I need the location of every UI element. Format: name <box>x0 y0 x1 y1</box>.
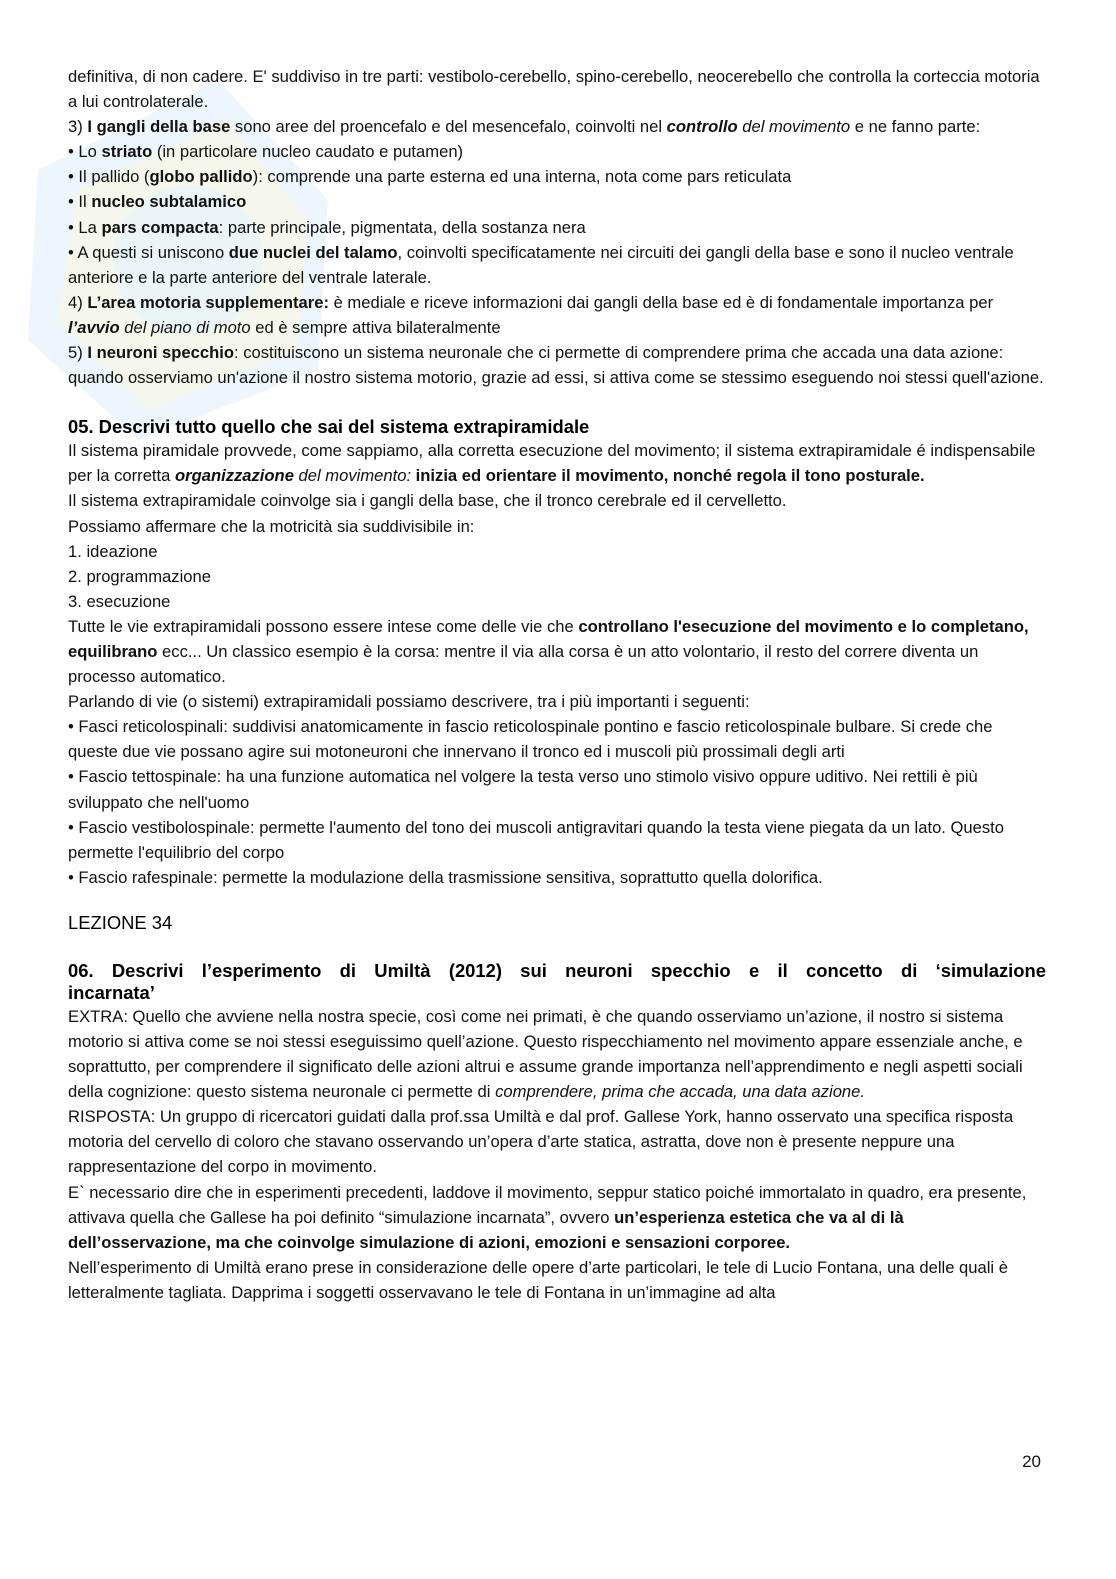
heading-section-06-line1: 06. Descrivi l’esperimento di Umiltà (2012) sui neuroni specchio e il concetto di ‘simulazione <box>68 959 1046 981</box>
list-item-ideazione: 1. ideazione <box>68 541 158 561</box>
lesson-label: LEZIONE 34 <box>68 911 173 933</box>
list-item-pallido: • Il pallido (globo pallido): comprende una parte esterna ed una interna, nota come pars reticulata <box>68 167 792 187</box>
list-item-rafespinale: • Fascio rafespinale: permette la modulazione della trasmissione sensitiva, soprattutto quella dolorifica. <box>68 867 823 887</box>
paragraph-vie-extrapiramidali: Tutte le vie extrapiramidali possono essere intese come delle vie che controllano l'esecuzione del movimento e lo completano, equilibrano ecc... Un classico esempio è la corsa: mentre il via alla corsa è un atto volontario, il resto del correre diventa un processo automatico. <box>68 616 1029 687</box>
list-item-tettospinale: • Fascio tettospinale: ha una funzione automatica nel volgere la testa verso uno stimolo visivo oppure uditivo. Nei rettili è più sviluppato che nell'uomo <box>68 767 978 812</box>
list-item-esecuzione: 3. esecuzione <box>68 591 171 611</box>
list-item-vestibolospinale: • Fascio vestibolospinale: permette l'aumento del tono dei muscoli antigravitari quando la testa viene piegata da un lato. Questo permette l'equilibrio del corpo <box>68 817 1005 862</box>
list-item-programmazione: 2. programmazione <box>68 566 211 586</box>
heading-section-06-line2: incarnata’ <box>68 981 155 1003</box>
paragraph-extrapiramidale-intro: Il sistema piramidale provvede, come sappiamo, alla corretta esecuzione del movimento; il sistema extrapiramidale é indispensabile per la corretta organizzazione del movimento: inizia ed orientare il movimento, nonché regola il tono posturale. <box>68 441 1036 486</box>
document-page <box>68 64 1046 1305</box>
paragraph-extrapiramidale-coinvolge: Il sistema extrapiramidale coinvolge sia i gangli della base, che il tronco cerebrale ed il cervelletto. <box>68 491 787 511</box>
list-item-subtalamico: • Il nucleo subtalamico <box>68 192 247 212</box>
paragraph-neuroni-specchio: 5) I neuroni specchio: costituiscono un sistema neuronale che ci permette di comprendere prima che accada una data azione: quando osserviamo un'azione il nostro sistema motorio, grazie ad essi, si attiva come se stessimo eseguendo noi stessi quell'azione. <box>68 343 1044 388</box>
paragraph-fontana: Nell’esperimento di Umiltà erano prese in considerazione delle opere d’arte particolari, le tele di Lucio Fontana, una delle quali è letteralmente tagliata. Dapprima i soggetti osservavano le tele di Fontana in un’immagine ad alta <box>68 1257 1008 1302</box>
heading-section-05: 05. Descrivi tutto quello che sai del sistema extrapiramidale <box>68 416 590 438</box>
paragraph-cerebellum-end: definitiva, di non cadere. E' suddiviso in tre parti: vestibolo-cerebello, spino-cerebello, neocerebello che controlla la corteccia motoria a lui controlaterale. <box>68 67 1040 112</box>
list-item-striato: • Lo striato (in particolare nucleo caudato e putamen) <box>68 142 464 162</box>
paragraph-risposta: RISPOSTA: Un gruppo di ricercatori guidati dalla prof.ssa Umiltà e dal prof. Gallese York, hanno osservato una specifica risposta motoria del cervello di coloro che stavano osservando un’opera d’arte statica, astratta, dove non è presente neppure una rappresentazione del corpo in movimento. <box>68 1107 1014 1177</box>
paragraph-area-motoria: 4) L’area motoria supplementare: è mediale e riceve informazioni dai gangli della base ed è di fondamentale importanza per l’avvio del piano di moto ed è sempre attiva bilateralmente <box>68 292 994 337</box>
paragraph-motricita: Possiamo affermare che la motricità sia suddivisibile in: <box>68 516 475 536</box>
list-item-talamo: • A questi si uniscono due nuclei del talamo, coinvolti specificatamente nei circuiti dei gangli della base e sono il nucleo ventrale anteriore e la parte anteriore del ventrale laterale. <box>68 242 1014 287</box>
list-item-reticolospinali: • Fasci reticolospinali: suddivisi anatomicamente in fascio reticolospinale pontino e fascio reticolospinale bulbare. Si crede che queste due vie possano agire sui motoneuroni che innervano il tronco ed i muscoli più prossimali degli arti <box>68 717 993 762</box>
paragraph-extra: EXTRA: Quello che avviene nella nostra specie, così come nei primati, è che quando osserviamo un’azione, il nostro si sistema motorio si attiva come se noi stessi eseguissimo quell’azione. Questo rispecchiamento nel movimento appare essenziale anche, e soprattutto, per comprendere il significato delle azioni altrui e assume grande importanza nell’apprendimento e negli aspetti sociali della cognizione: questo sistema neuronale ci permette di comprendere, prima che accada, una data azione. <box>68 1006 1023 1102</box>
paragraph-simulazione-incarnata: E` necessario dire che in esperimenti precedenti, laddove il movimento, seppur statico poiché immortalato in quadro, era presente, attivava quella che Gallese ha poi definito “simulazione incarnata”, ovvero un’esperienza estetica che va al di là dell’osservazione, ma che coinvolge simulazione di azioni, emozioni e sensazioni corporee. <box>68 1182 1027 1252</box>
paragraph-parlando-di-vie: Parlando di vie (o sistemi) extrapiramidali possiamo descrivere, tra i più importanti i seguenti: <box>68 692 750 712</box>
list-item-pars-compacta: • La pars compacta: parte principale, pigmentata, della sostanza nera <box>68 217 586 237</box>
paragraph-basal-ganglia: 3) I gangli della base sono aree del proencefalo e del mesencefalo, coinvolti nel controllo del movimento e ne fanno parte: <box>68 117 981 137</box>
page-number: 20 <box>1022 1452 1041 1471</box>
